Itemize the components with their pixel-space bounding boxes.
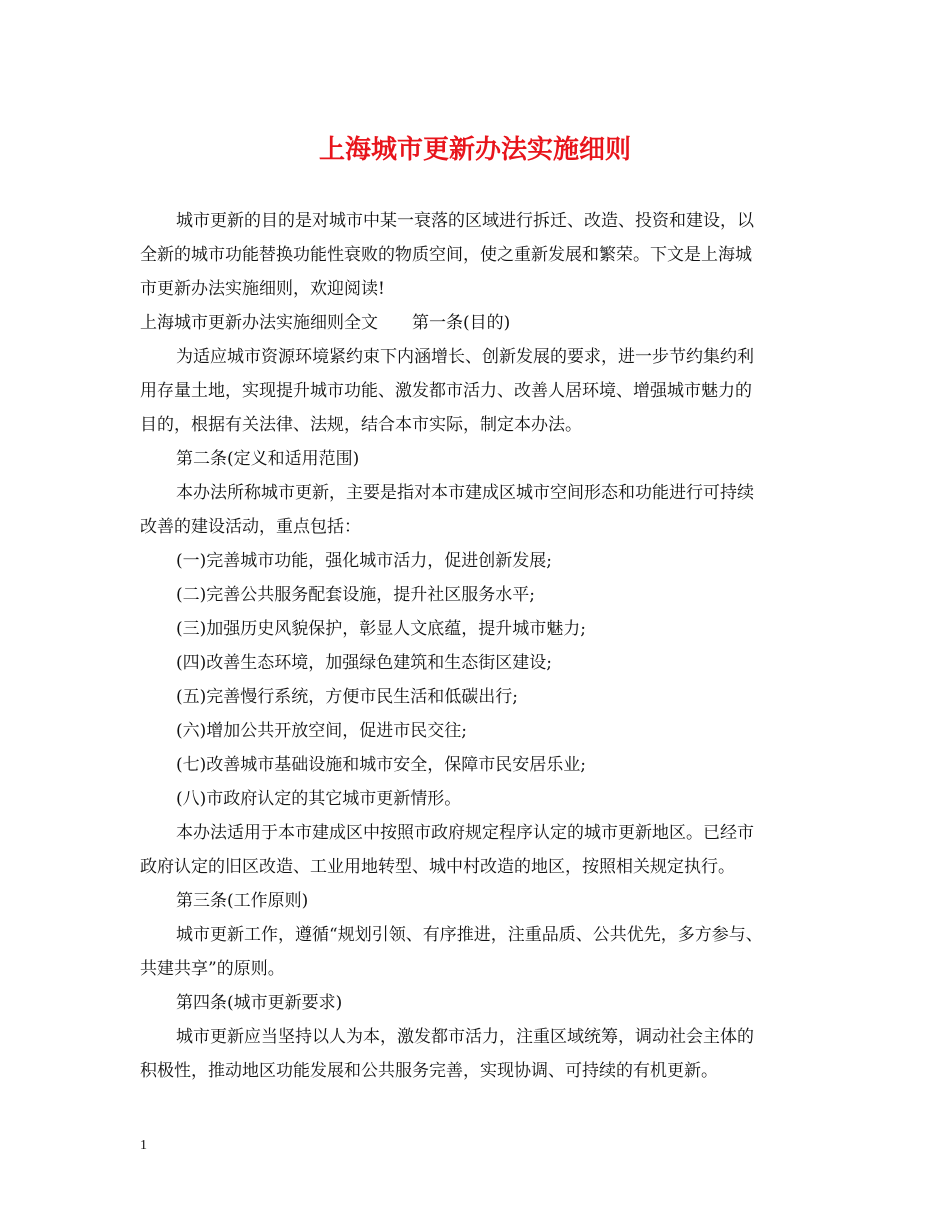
text-line: 共建共享”的原则。 xyxy=(140,959,285,979)
text-line: 改善的建设活动，重点包括： xyxy=(140,517,361,537)
text-line: 全新的城市功能替换功能性衰败的物质空间，使之重新发展和繁荣。下文是上海城 xyxy=(140,245,752,265)
text-line: 目的，根据有关法律、法规，结合本市实际，制定本办法。 xyxy=(140,415,582,435)
text-line: (二)完善公共服务配套设施，提升社区服务水平; xyxy=(176,585,535,605)
text-line: (六)增加公共开放空间，促进市民交往; xyxy=(176,721,467,741)
text-line: 第三条(工作原则) xyxy=(176,891,309,911)
text-line: 城市更新应当坚持以人为本，激发都市活力，注重区域统筹，调动社会主体的 xyxy=(176,1027,754,1047)
text-line: 为适应城市资源环境紧约束下内涵增长、创新发展的要求，进一步节约集约利 xyxy=(176,347,754,367)
document-title: 上海城市更新办法实施细则 xyxy=(318,135,631,165)
text-line: 城市更新工作，遵循“规划引领、有序推进，注重品质、公共优先，多方参与、 xyxy=(176,925,763,945)
text-line: (一)完善城市功能，强化城市活力，促进创新发展; xyxy=(176,551,552,571)
page-number: 1 xyxy=(140,1138,147,1153)
text-line: 上海城市更新办法实施细则全文 第一条(目的) xyxy=(140,313,511,333)
text-line: 第四条(城市更新要求) xyxy=(176,993,343,1013)
text-line: (八)市政府认定的其它城市更新情形。 xyxy=(176,789,462,809)
text-line: (三)加强历史风貌保护，彰显人文底蕴，提升城市魅力; xyxy=(176,619,586,639)
text-line: 第二条(定义和适用范围) xyxy=(176,449,360,469)
text-line: 积极性，推动地区功能发展和公共服务完善，实现协调、可持续的有机更新。 xyxy=(140,1061,718,1081)
text-line: (五)完善慢行系统，方便市民生活和低碳出行; xyxy=(176,687,518,707)
text-line: 用存量土地，实现提升城市功能、激发都市活力、改善人居环境、增强城市魅力的 xyxy=(140,381,752,401)
text-line: 市更新办法实施细则，欢迎阅读! xyxy=(140,279,385,299)
text-line: (七)改善城市基础设施和城市安全，保障市民安居乐业; xyxy=(176,755,586,775)
text-line: 本办法所称城市更新，主要是指对本市建成区城市空间形态和功能进行可持续 xyxy=(176,483,754,503)
text-line: (四)改善生态环境，加强绿色建筑和生态街区建设; xyxy=(176,653,552,673)
document-body xyxy=(140,204,820,1088)
text-line: 本办法适用于本市建成区中按照市政府规定程序认定的城市更新地区。已经市 xyxy=(176,823,754,843)
text-line: 城市更新的目的是对城市中某一衰落的区域进行拆迁、改造、投资和建设，以 xyxy=(176,211,754,231)
text-line: 政府认定的旧区改造、工业用地转型、城中村改造的地区，按照相关规定执行。 xyxy=(140,857,735,877)
